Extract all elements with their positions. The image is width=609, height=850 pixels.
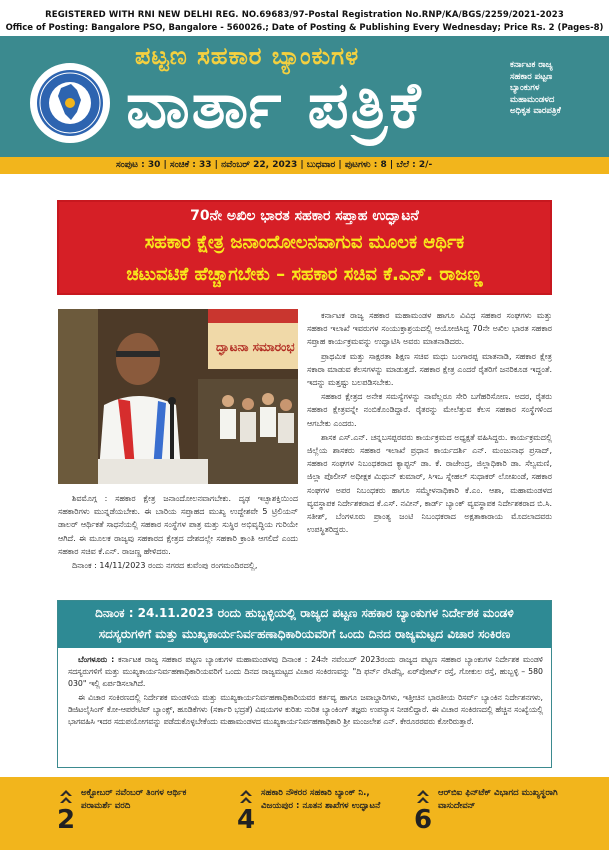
promo-text: ಅಕ್ಟೋಬರ್ ನವೆಂಬರ್ ತಿಂಗಳ ಆರ್ಥಿಕ ಪರಾಮರ್ಶೆ ವರದಿ	[81, 788, 187, 811]
seminar-headline-line-1: ದಿನಾಂಕ : 24.11.2023 ರಂದು ಹುಬ್ಬಳ್ಳಿಯಲ್ಲಿ ರಾಜ್ಯದ ಪಟ್ಟಣ ಸಹಕಾರ ಬ್ಯಾಂಕುಗಳ ನಿರ್ದೇಶಕ ಮಂಡಳಿ	[95, 606, 514, 620]
seminar-body	[68, 654, 543, 730]
lead-kicker: 70ನೇ ಅಖಿಲ ಭಾರತ ಸಹಕಾರ ಸಪ್ತಾಹ ಉದ್ಘಾಟನೆ	[190, 208, 419, 224]
seminar-headline-band	[58, 601, 551, 648]
lead-paragraph: ಶಾಸಕ ಎಸ್.ಎನ್. ಚನ್ನಬಸಪ್ಪರವರು ಕಾರ್ಯಕ್ರಮದ ಅಧ್ಯಕ್ಷತೆ ವಹಿಸಿದ್ದರು. ಕಾರ್ಯಕ್ರಮದಲ್ಲಿ ಜಿಲ್ಲೆಯ ಶಾಸಕರು ಸಹಕಾರ ಇಲಾಖೆ ಪ್ರಧಾನ ಕಾರ್ಯದರ್ಶಿ ಎನ್. ಮಂಜುನಾಥ ಪ್ರಸಾದ್, ಸಹಕಾರ ಸಂಘಗಳ ನಿಬಂಧಕರಾದ ಕ್ಯಾಪ್ಟನ್ ಡಾ. ಕೆ. ರಾಜೇಂದ್ರ, ಜಿಲ್ಲಾಧಿಕಾರಿ ಡಾ. ಸೆಲ್ವಮಣಿ, ಜಿಲ್ಲಾ ಪೊಲೀಸ್ ಅಧೀಕ್ಷಕ ಮಿಥುನ್ ಕುಮಾರ್, ಸಿಇಒ ಸ್ನೇಹಲ್ ಸುಧಾಕರ್ ಲೋಖಂಡೆ, ಸಹಕಾರ ಸಂಘಗಳ ಅಪರ ನಿಬಂಧಕರು ಹಾಗೂ ಸಮ್ಮೇಳನಾಧಿಕಾರಿ ಕೆ.ಎಂ. ಆಶಾ, ಮಹಾಮಂಡಳದ ವ್ಯವಸ್ಥಾಪಕ ನಿರ್ದೇಶಕರಾದ ಕೆ.ಎಸ್. ನವೀನ್, ಕಾರ್ಡ್ ಬ್ಯಾಂಕ್ ವ್ಯವಸ್ಥಾಪಕ ನಿರ್ದೇಶಕರಾದ ಬಿ.ಸಿ. ಸತೀಶ್, ಬೆಂಗಳೂರು ಪ್ರಾಂತ್ಯ ಜಂಟಿ ನಿಬಂಧಕರಾದ ಅಕ್ಷತಾಕಾರಾಯ ಮೊದಲಾದವರು ಉಪಸ್ಥಿತರಿದ್ದರು.	[307, 432, 552, 535]
seminar-paragraph: ಈ ವಿಚಾರ ಸಂಕಿರಣದಲ್ಲಿ ನಿರ್ದೇಶಕ ಮಂಡಳಿಯ ಮತ್ತು ಮುಖ್ಯಕಾರ್ಯನಿರ್ವಹಣಾಧಿಕಾರಿಯವರ ಕರ್ತವ್ಯ ಹಾಗೂ ಜವಾಬ್ದಾರಿಗಳು, ಇತ್ತೀಚಿನ ಭಾರತೀಯ ರಿಸರ್ವ್ ಬ್ಯಾಂಕಿನ ನಿರ್ದೇಶನಗಳು, ಡಿಜಿಟಲೈಸಿಂಗ್ ಕೋ-ಆಪರೇಟಿವ್ ಬ್ಯಾಂಕ್ಸ್, ಹೂಡಿಕೆಗಳು (ಸರ್ಕಾರಿ ಭದ್ರತೆ) ವಿಷಯಗಳ ಕುರಿತು ನುರಿತ ಬ್ಯಾಂಕಿಂಗ್ ತಜ್ಞರು ಉಪನ್ಯಾಸ ನೀಡಲಿದ್ದಾರೆ. ಈ ವಿಚಾರ ಸಂಕಿರಣದಲ್ಲಿ ಹೆಚ್ಚಿನ ಸಂಖ್ಯೆಯಲ್ಲಿ ಭಾಗವಹಿಸಿ ಇದರ ಸದುಪಯೋಗವನ್ನು ಪಡೆದುಕೊಳ್ಳಬೇಕೆಂದು ಮಹಾಮಂಡಳದ ಮುಖ್ಯಕಾರ್ಯನಿರ್ವಹಣಾಧಿಕಾರಿ ಶ್ರೀ ಮಂಜಲೇಶ ಎನ್. ಕೇರೂರರವರು ಕೋರಿರುತ್ತಾರೆ.	[68, 693, 543, 726]
issue-line: ಸಂಪುಟ : 30 | ಸಂಚಿಕೆ : 33 | ನವೆಂಬರ್ 22, 2023 | ಬುಧವಾರ | ಪುಟಗಳು : 8 | ಬೆಲೆ : 2/-	[116, 160, 433, 170]
promo-text: ಸಹಕಾರಿ ನೌಕರರ ಸಹಕಾರಿ ಬ್ಯಾಂಕ್ ನಿ., ವಿಜಯಪುರ : ನೂತನ ಶಾಖೆಗಳ ಉದ್ಘಾಟನೆ	[261, 788, 381, 811]
lead-headline-line-1: ಸಹಕಾರ ಕ್ಷೇತ್ರ ಜನಾಂದೋಲನವಾಗುವ ಮೂಲಕ ಆರ್ಥಿಕ	[144, 232, 465, 253]
lead-headline-box	[57, 200, 552, 295]
lead-photo	[58, 309, 298, 484]
promo-page-4[interactable]	[237, 785, 402, 845]
masthead	[0, 36, 609, 157]
lead-paragraph: ಕರ್ನಾಟಕ ರಾಜ್ಯ ಸಹಕಾರ ಮಹಾಮಂಡಳ ಹಾಗೂ ವಿವಿಧ ಸಹಕಾರ ಸಂಘಗಳು ಮತ್ತು ಸಹಕಾರ ಇಲಾಖೆ ಇವರುಗಳ ಸಂಯುಕ್ತಾಶ್ರಯದಲ್ಲಿ ಆಯೋಜಿಸಿದ್ದ 70ನೇ ಅಖಿಲ ಭಾರತ ಸಹಕಾರ ಸಪ್ತಾಹ ಕಾರ್ಯಕ್ರಮವನ್ನು ಉದ್ಘಾಟಿಸಿ ಅವರು ಮಾತನಾಡಿದರು.	[307, 311, 552, 347]
double-arrow-icon	[58, 789, 74, 805]
registration-line: REGISTERED WITH RNI NEW DELHI REG. NO.69683/97-Postal Registration No.RNP/KA/BGS/2259/2021-2023	[45, 10, 564, 20]
seminar-notice-box	[57, 600, 552, 768]
promo-page-6[interactable]	[414, 785, 579, 845]
seminar-headline-line-2: ಸದಸ್ಯರುಗಳಿಗೆ ಮತ್ತು ಮುಖ್ಯಕಾರ್ಯನಿರ್ವಹಣಾಧಿಕಾರಿಯವರಿಗೆ ಒಂದು ದಿನದ ರಾಜ್ಯಮಟ್ಟದ ವಿಚಾರ ಸಂಕಿರಣ	[98, 627, 511, 641]
promo-page-number: 2	[57, 805, 76, 835]
office-line: Office of Posting: Bangalore PSO, Bangalore - 560026.; Date of Posting & Publishing Every Wednesday; Price Rs. 2 (Pages-8)	[5, 23, 604, 33]
publication-note: ಕರ್ನಾಟಕ ರಾಜ್ಯ ಸಹಕಾರ ಪಟ್ಟಣ ಬ್ಯಾಂಕುಗಳ ಮಹಾಮಂಡಳದ ಅಧಿಕೃತ ವಾರಪತ್ರಿಕೆ	[510, 60, 561, 116]
paper-title: ವಾರ್ತಾ ಪತ್ರಿಕೆ	[126, 69, 423, 143]
double-arrow-icon	[238, 789, 254, 805]
promo-page-number: 4	[237, 805, 256, 835]
promo-text: ಆರ್‌ಬಿಐ ಫಿನ್‌ಟೆಕ್ ವಿಭಾಗದ ಮುಖ್ಯಸ್ಥರಾಗಿ ವಾಸುದೇವನ್	[438, 788, 558, 811]
promo-page-2[interactable]	[57, 785, 217, 845]
seminar-dateline: ಬೆಂಗಳೂರು :	[78, 655, 115, 664]
seminar-paragraph: ಬೆಂಗಳೂರು : ಕರ್ನಾಟಕ ರಾಜ್ಯ ಸಹಕಾರ ಪಟ್ಟಣ ಬ್ಯಾಂಕುಗಳ ಮಹಾಮಂಡಳವು ದಿನಾಂಕ : 24ನೇ ನವೆಂಬರ್ 2023ರಂದು ರಾಜ್ಯದ ಪಟ್ಟಣ ಸಹಕಾರ ಬ್ಯಾಂಕುಗಳ ನಿರ್ದೇಶಕ ಮಂಡಳಿ ಸದಸ್ಯರುಗಳಿಗೆ ಮತ್ತು ಮುಖ್ಯಕಾರ್ಯನಿರ್ವಹಣಾಧಿಕಾರಿಯವರಿಗೆ ಒಂದು ದಿನದ ರಾಜ್ಯಮಟ್ಟದ ವಿಚಾರ ಸಂಕಿರಣವನ್ನು "ದಿ ಫರ್ನ್ ರೆಸಿಡೆನ್ಸಿ, ಏರ್‌ಪೋರ್ಟ್ ರಸ್ತೆ, ಗೋಕುಲ ರಸ್ತೆ, ಹುಬ್ಬಳ್ಳಿ – 580 030" ಇಲ್ಲಿ ಏರ್ಪಡಿಸಲಾಗಿದೆ.	[68, 655, 543, 688]
footer-promo-bar	[0, 777, 609, 850]
lead-paragraph: ಪ್ರಾಥಮಿಕ ಮತ್ತು ಸಾಕ್ಷರತಾ ಶಿಕ್ಷಣ ಸಚಿವ ಮಧು ಬಂಗಾರಪ್ಪ ಮಾತನಾಡಿ, ಸಹಕಾರ ಕ್ಷೇತ್ರ ಸಕಾರಾ ಮಾಡುವ ಕೆಲಸಗಳನ್ನು ಮಾಡುತ್ತದೆ. ಸಹಕಾರ ಕ್ಷೇತ್ರ ಎಂದರೆ ರೈತರಿಗೆ ಜನರಿಕೂಡ ಇದ್ದಂತೆ. ಇದನ್ನು ಮತ್ತಷ್ಟು ಬಲಪಡಿಸಬೇಕು.	[307, 351, 552, 388]
double-arrow-icon	[415, 789, 431, 805]
federation-seal-icon	[30, 63, 110, 143]
lead-paragraph: ದಿನಾಂಕ : 14/11/2023 ರಂದು ನಗರದ ಕುವೆಂಪು ರಂಗಮಂದಿರದಲ್ಲಿ,	[72, 561, 258, 571]
lead-paragraph: ಸಹಕಾರ ಕ್ಷೇತ್ರದ ಅನೇಕ ಸಮಸ್ಯೆಗಳನ್ನು ನಾವೆಲ್ಲರೂ ಸೇರಿ ಬಗೆಹರಿಸೋಣ. ಅದರ, ರೈತರು ಸಹಕಾರ ಕ್ಷೇತ್ರವನ್ನೇ ನಂಬಿಕೊಂಡಿದ್ದಾರೆ. ರೈತರನ್ನು ಮೇಲೆತ್ತುವ ಕೆಲಸ ಸಹಕಾರ ಸಂಸ್ಥೆಗಳಿಂದ ಆಗಬೇಕು ಎಂದರು.	[307, 392, 552, 428]
lead-paragraph: ಶಿವಮೊಗ್ಗ : ಸಹಕಾರ ಕ್ಷೇತ್ರ ಜನಾಂದೋಲನವಾಗಬೇಕು. ದೃಢ ಇಚ್ಛಾಶಕ್ತಿಯಿಂದ ಸಹಕಾರಿಗಳು ಮುನ್ನಡೆಯಬೇಕು. ಈ ಬಾರಿಯ ಸಪ್ತಾಹದ ಮುಖ್ಯ ಉದ್ದೇಶವೇ 5 ಟ್ರಿಲಿಯನ್ ಡಾಲರ್ ಆರ್ಥಿಕತೆ ಸಾಧನೆಯಲ್ಲಿ ಸಹಕಾರ ಸಂಸ್ಥೆಗಳ ಪಾತ್ರ ಮತ್ತು ಸುಸ್ಥಿರ ಅಭಿವೃದ್ಧಿಯ ಗುರಿಯೇ ಆಗಿದೆ. ಈ ಮೂಲಕ ರಾಜ್ಯವು ಸಹಕಾರದ ಕ್ಷೇತ್ರದ ದೇಶದಲ್ಲೇ ಸಹಕಾರಿ ಕ್ರಾಂತಿ ಆಗಲಿದೆ ಎಂದು ಸಹಕಾರ ಸಚಿವ ಕೆ.ಎನ್. ರಾಜಣ್ಣ ಹೇಳಿದರು.	[58, 494, 298, 556]
bank-name: ಪಟ್ಟಣ ಸಹಕಾರ ಬ್ಯಾಂಕುಗಳ	[135, 42, 360, 70]
lead-column-right	[307, 309, 552, 537]
lead-headline-line-2: ಚಟುವಟಿಕೆ ಹೆಚ್ಚಾಗಬೇಕು – ಸಹಕಾರ ಸಚಿವ ಕೆ.ಎನ್. ರಾಜಣ್ಣ	[126, 264, 483, 285]
photo-banner-text: ದ್ಘಾಟನಾ ಸಮಾರಂಭ	[216, 340, 295, 354]
lead-column-left	[58, 492, 298, 573]
promo-page-number: 6	[414, 805, 433, 835]
